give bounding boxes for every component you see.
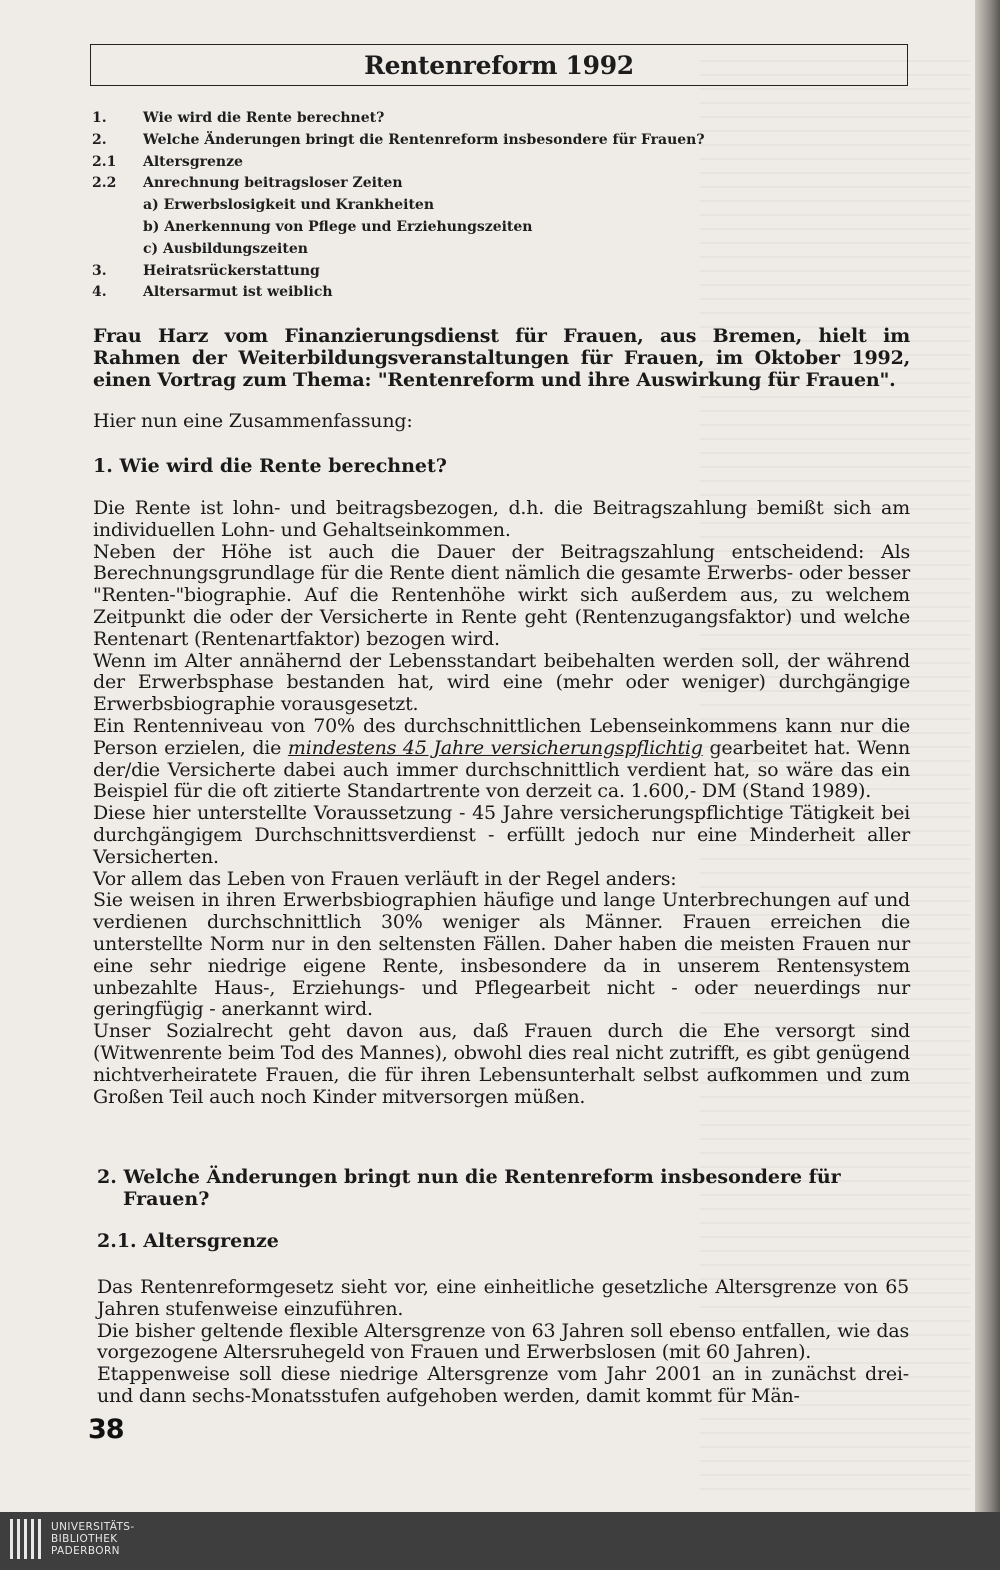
heading-line: Frauen? (123, 1188, 210, 1210)
text-run: Ein Rentenniveau von 70% des durchschnittlichen Lebenseinkommens kann nur die Person erzielen, die (93, 714, 910, 759)
summary-intro-text: Hier nun eine Zusammenfassung: (93, 410, 413, 432)
library-logo (10, 1519, 135, 1559)
book-spine-edge (975, 0, 1000, 1512)
toc-text: Heiratsrückerstattung (143, 262, 320, 279)
emphasized-text: mindestens 45 Jahre versicherungspflichtig (287, 736, 703, 759)
toc-text: Altersarmut ist weiblich (143, 284, 333, 301)
section-1-heading: 1. Wie wird die Rente berechnet? (93, 455, 447, 477)
toc-text: b) Anerkennung von Pflege und Erziehungszeiten (143, 218, 533, 235)
paragraph: Sie weisen in ihren Erwerbsbiographien häufige und lange Unterbrechungen auf und verdienen durchschnittlich 30% weniger als Männer. Frauen erreichen die unterstellte Norm nur in den seltensten Fällen. Daher haben die meisten Frauen nur eine sehr niedrige eigene Rente, insbesondere da in unserem Rentensystem unbezahlte Haus-, Erziehungs- und Pflegearbeit nicht - oder neuerdings nur geringfügig - anerkannt wird. (93, 889, 910, 1021)
paragraph: Wenn im Alter annähernd der Lebensstandart beibehalten werden soll, der während der Erwerbsphase bestanden hat, wird eine (mehr oder weniger) durchgängige Erwerbsbiographie vorausgesetzt. (93, 649, 910, 716)
logo-line: PADERBORN (51, 1545, 120, 1557)
toc-item (92, 173, 892, 195)
section-1-body (93, 498, 910, 1108)
toc-item (92, 130, 892, 152)
section-2-heading (97, 1166, 909, 1210)
paragraph: Vor allem das Leben von Frauen verläuft in der Regel anders: (93, 867, 677, 890)
toc-number: 2.1 (92, 153, 117, 170)
toc-item (92, 239, 892, 261)
toc-item (92, 217, 892, 239)
toc-item (92, 108, 892, 130)
intro-text: Frau Harz vom Finanzierungsdienst für Frauen, aus Bremen, hielt im Rahmen der Weiterbildungsveranstaltungen für Frauen, im Oktober 1992, einen Vortrag zum Thema: "Rentenreform und ihre Auswirkung für Frauen". (93, 325, 910, 391)
logo-line: BIBLIOTHEK (51, 1533, 118, 1545)
library-footer (0, 1512, 1000, 1570)
toc-number: 1. (92, 110, 107, 126)
toc-number: 2.2 (92, 175, 117, 192)
toc-item (92, 282, 892, 304)
toc-text: Anrechnung beitragsloser Zeiten (143, 175, 403, 192)
table-of-contents (92, 108, 892, 304)
paragraph: Die bisher geltende flexible Altersgrenze von 63 Jahren soll ebenso entfallen, wie das vorgezogene Altersruhegeld von Frauen und Erwerbslosen (mit 60 Jahren). (97, 1319, 909, 1364)
paragraph: Diese hier unterstellte Voraussetzung - 45 Jahre versicherungspflichtige Tätigkeit bei durchgängigem Durchschnittsverdienst - erfüllt jedoch nur eine Minderheit aller Versicherten. (93, 802, 910, 868)
toc-item (92, 195, 892, 217)
logo-line: UNIVERSITÄTS- (51, 1521, 135, 1533)
paragraph: Die Rente ist lohn- und beitragsbezogen, d.h. die Beitragszahlung bemißt sich am individuellen Lohn- und Gehaltseinkommen. (93, 497, 910, 541)
paragraph: Neben der Höhe ist auch die Dauer der Beitragszahlung entscheidend: Als Berechnungsgrundlage für die Rente dient nämlich die gesamte Erwerbs- oder besser "Renten-"biographie. Auf die Rentenhöhe wirkt sich außerdem aus, zu welchem Zeitpunkt die oder der Versicherte in Rente geht (Rentenzugangsfaktor) und welche Rentenart (Rentenartfaktor) bezogen wird. (93, 540, 910, 650)
library-logo-icon (10, 1519, 41, 1559)
paragraph: Unser Sozialrecht geht davon aus, daß Frauen durch die Ehe versorgt sind (Witwenrente beim Tod des Mannes), obwohl dies real nicht zutrifft, es gibt genügend nichtverheiratete Frauen, die für ihren Lebensunterhalt selbst aufkommen und zum Großen Teil auch noch Kinder mitversorgen müßen. (93, 1020, 910, 1108)
paragraph (93, 716, 910, 803)
toc-text: c) Ausbildungszeiten (143, 240, 308, 257)
paragraph: Das Rentenreformgesetz sieht vor, eine einheitliche gesetzliche Altersgrenze von 65 Jahren stufenweise einzuführen. (97, 1276, 909, 1320)
toc-text: Altersgrenze (143, 153, 243, 170)
toc-number: 4. (92, 284, 107, 301)
section-2-1-body (97, 1277, 909, 1408)
page-number: 38 (88, 1414, 124, 1445)
heading-line: 2. Welche Änderungen bringt nun die Rentenreform insbesondere für (97, 1166, 841, 1188)
summary-intro (93, 411, 910, 433)
toc-item (92, 261, 892, 283)
toc-number: 2. (92, 131, 107, 148)
library-logo-text (51, 1521, 135, 1557)
page-title: Rentenreform 1992 (364, 50, 634, 80)
toc-text: Welche Änderungen bringt die Rentenreform insbesondere für Frauen? (143, 131, 705, 148)
text-run: gearbeitet hat. Wenn der/die Versicherte dabei auch immer durchschnittlich verdient hat, so wäre das ein Beispiel für die oft zitierte Standartrente von derzeit ca. 1.600,- DM (Stand 1989). (93, 736, 910, 803)
section-2-1-heading: 2.1. Altersgrenze (97, 1230, 279, 1252)
paragraph: Etappenweise soll diese niedrige Altersgrenze vom Jahr 2001 an in zunächst drei- und dann sechs-Monatsstufen aufgehoben werden, damit kommt für Män- (97, 1363, 909, 1407)
toc-item (92, 152, 892, 174)
toc-number: 3. (92, 262, 107, 279)
intro-paragraph (93, 326, 910, 391)
title-box (90, 44, 908, 86)
toc-text: a) Erwerbslosigkeit und Krankheiten (143, 197, 435, 214)
toc-text: Wie wird die Rente berechnet? (143, 110, 385, 126)
